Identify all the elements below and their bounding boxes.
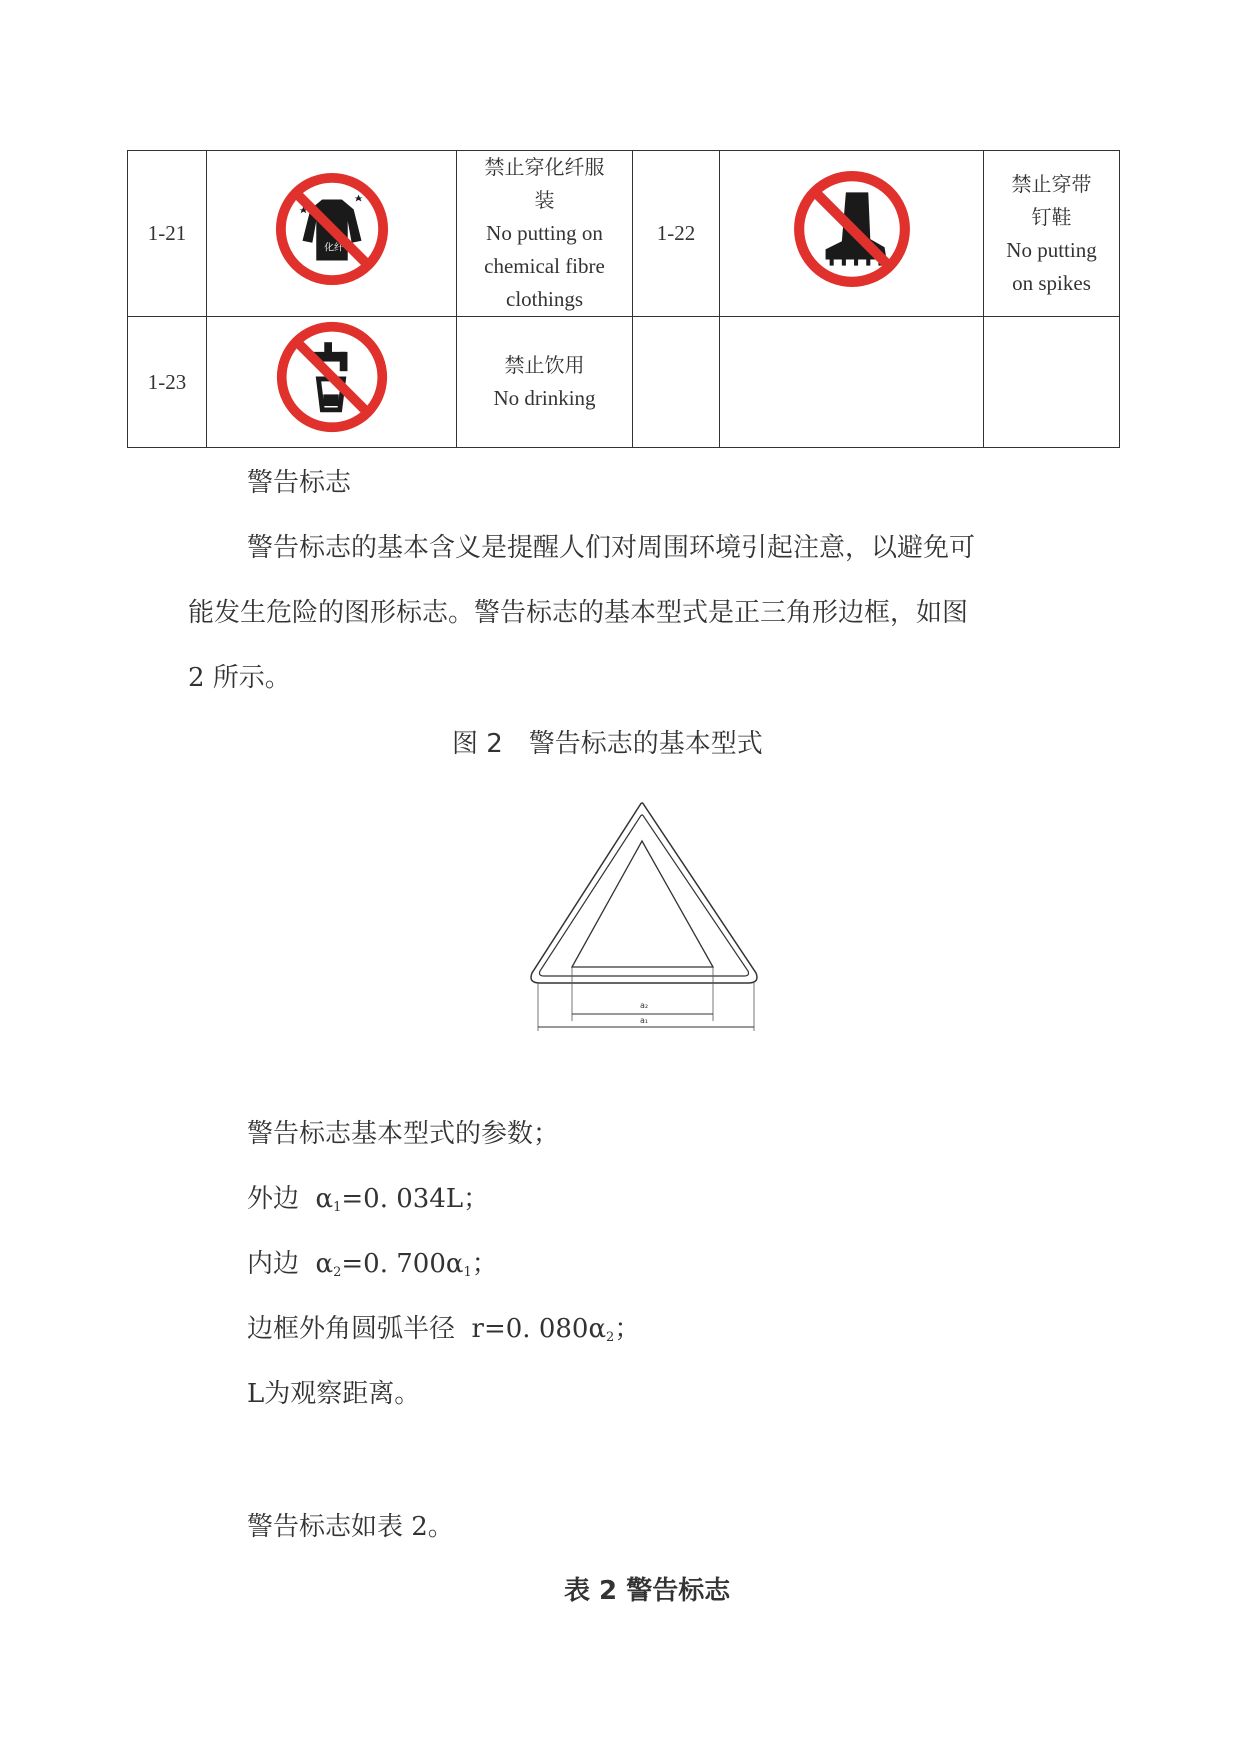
param-distance: L为观察距离。 <box>247 1379 421 1409</box>
sign-name-en: No putting <box>1006 237 1097 262</box>
param-label: 内边 <box>247 1249 300 1279</box>
param-label: 边框外角圆弧半径 <box>247 1314 456 1344</box>
sign-name-en: No putting on <box>486 221 603 245</box>
sign-image-cell <box>207 317 457 448</box>
sign-code: 1-23 <box>128 317 207 448</box>
param-value: =0. 034L； <box>341 1184 490 1214</box>
param-label: 外边 <box>247 1184 300 1214</box>
param-symbol: r <box>471 1314 484 1344</box>
params-intro: 警告标志基本型式的参数； <box>247 1119 560 1149</box>
paragraph-line: 警告标志的基本含义是提醒人们对周围环境引起注意，以避免可 <box>247 533 976 563</box>
table-row <box>128 151 1120 317</box>
sign-name-cn: 禁止穿带 <box>1011 171 1092 196</box>
sign-image-cell <box>207 151 457 317</box>
prohibition-sign-table <box>127 150 1120 448</box>
param-corner-radius <box>247 1308 640 1345</box>
svg-text:化纤: 化纤 <box>323 242 344 254</box>
sign-code: 1-22 <box>633 151 720 317</box>
no-spiked-shoes-icon <box>791 168 913 290</box>
outer-dimension-label: a₁ <box>640 1016 649 1025</box>
section-heading: 警告标志 <box>247 468 352 498</box>
param-subscript: 2 <box>333 1265 342 1280</box>
param-tail: ； <box>471 1249 498 1279</box>
sign-description <box>984 151 1120 317</box>
sign-name-en: chemical fibre <box>484 254 605 278</box>
param-subscript: 2 <box>606 1330 615 1345</box>
sign-name-cn: 装 <box>534 188 555 212</box>
empty-cell <box>720 317 984 448</box>
param-value: =0. 080α <box>483 1314 607 1344</box>
param-value: =0. 700α <box>341 1249 464 1279</box>
table-title: 表 2 警告标志 <box>564 1576 731 1606</box>
sign-description <box>457 317 633 448</box>
figure-caption: 图 2 警告标志的基本型式 <box>452 729 763 759</box>
inner-dimension-label: a₂ <box>640 1001 649 1010</box>
warning-triangle-diagram <box>528 795 768 1040</box>
sign-name-cn: 禁止饮用 <box>504 353 585 377</box>
param-tail: ； <box>614 1314 641 1344</box>
paragraph-line: 能发生危险的图形标志。警告标志的基本型式是正三角形边框，如图 <box>188 598 969 628</box>
no-chemical-fibre-clothing-icon <box>273 170 391 288</box>
param-symbol: α <box>315 1184 334 1214</box>
param-subscript: 1 <box>333 1200 342 1215</box>
empty-cell <box>633 317 720 448</box>
sign-name-en: clothings <box>506 287 583 311</box>
sign-name-en: on spikes <box>1012 270 1091 295</box>
sign-name-cn: 钉鞋 <box>1031 204 1072 229</box>
empty-cell <box>984 317 1120 448</box>
sign-name-cn: 禁止穿化纤服 <box>484 155 605 179</box>
no-drinking-icon <box>274 319 390 435</box>
table-row <box>128 317 1120 448</box>
sign-code: 1-21 <box>128 151 207 317</box>
sign-name-en: No drinking <box>493 386 596 410</box>
param-symbol: α <box>315 1249 334 1279</box>
sign-description <box>457 151 633 317</box>
table-reference: 警告标志如表 2。 <box>247 1512 454 1542</box>
param-subscript: 1 <box>463 1265 472 1280</box>
sign-image-cell <box>720 151 984 317</box>
param-inner-edge <box>247 1243 498 1280</box>
paragraph-line: 2 所示。 <box>188 663 291 693</box>
param-outer-edge <box>247 1178 489 1215</box>
